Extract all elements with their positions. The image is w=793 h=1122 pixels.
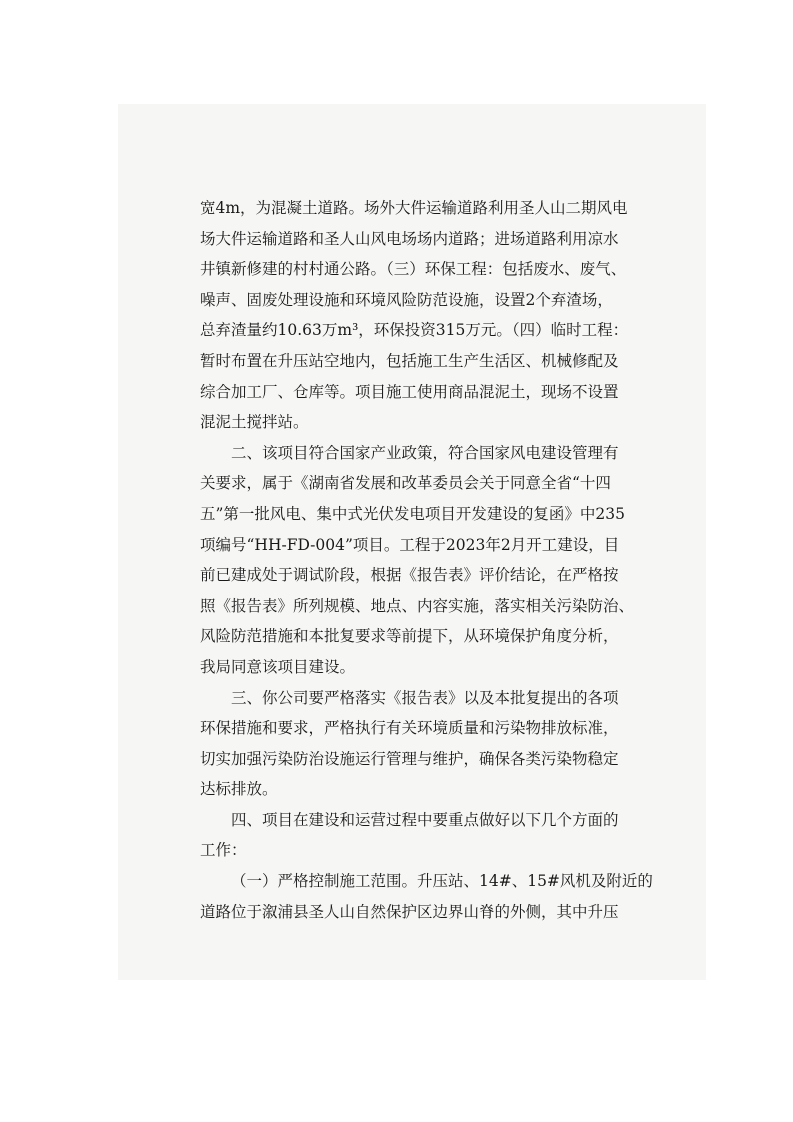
text-line: 暂时布置在升压站空地内，包括施工生产生活区、机械修配及 [200,351,619,370]
text-line: 井镇新修建的村村通公路。（三）环保工程：包括废水、废气、 [200,260,627,279]
text-line: 总弃渣量约10.63万m³，环保投资315万元。（四）临时工程： [200,321,629,340]
document-body [200,193,653,927]
text-line: 五”第一批风电、集中式光伏发电项目开发建设的复函》中235 [200,504,626,523]
text-line: 四、项目在建设和运营过程中要重点做好以下几个方面的 [231,810,619,829]
text-line: 工作： [200,841,247,860]
text-line: 场大件运输道路和圣人山风电场场内道路；进场道路利用凉水 [200,229,619,248]
text-line: 环保措施和要求，严格执行有关环境质量和污染物排放标准， [200,719,619,738]
text-line: 宽4m，为混凝土道路。场外大件运输道路利用圣人山二期风电 [200,199,628,217]
text-line: （一）严格控制施工范围。升压站、14#、15#风机及附近的 [231,872,653,891]
text-line: 三、你公司要严格落实《报告表》以及本批复提出的各项 [231,688,619,707]
text-line: 照《报告表》所列规模、地点、内容实施，落实相关污染防治、 [200,596,635,615]
text-line: 综合加工厂、仓库等。项目施工使用商品混泥土，现场不设置 [200,382,619,401]
text-line: 风险防范措施和本批复要求等前提下，从环境保护角度分析， [200,627,619,646]
paragraph-item-three [200,683,619,805]
paragraph-project-scope [200,193,629,438]
text-line: 道路位于溆浦县圣人山自然保护区边界山脊的外侧，其中升压 [200,902,619,921]
text-line: 关要求，属于《湖南省发展和改革委员会关于同意全省“十四 [200,474,611,493]
text-line: 达标排放。 [200,780,278,799]
text-line: 项编号“HH-FD-004”项目。工程于2023年2月开工建设，目 [200,535,620,554]
paragraph-subitem-one [200,866,653,927]
text-line: 切实加强污染防治设施运行管理与维护，确保各类污染物稳定 [200,749,619,768]
paragraph-item-four [200,805,619,866]
text-line: 我局同意该项目建设。 [200,657,356,676]
text-line: 混泥土搅拌站。 [200,413,309,432]
paragraph-item-two [200,438,635,683]
text-line: 二、该项目符合国家产业政策，符合国家风电建设管理有 [231,443,619,462]
text-line: 噪声、固废处理设施和环境风险防范设施，设置2个弃渣场， [200,290,613,309]
text-line: 前已建成处于调试阶段，根据《报告表》评价结论，在严格按 [200,566,619,585]
